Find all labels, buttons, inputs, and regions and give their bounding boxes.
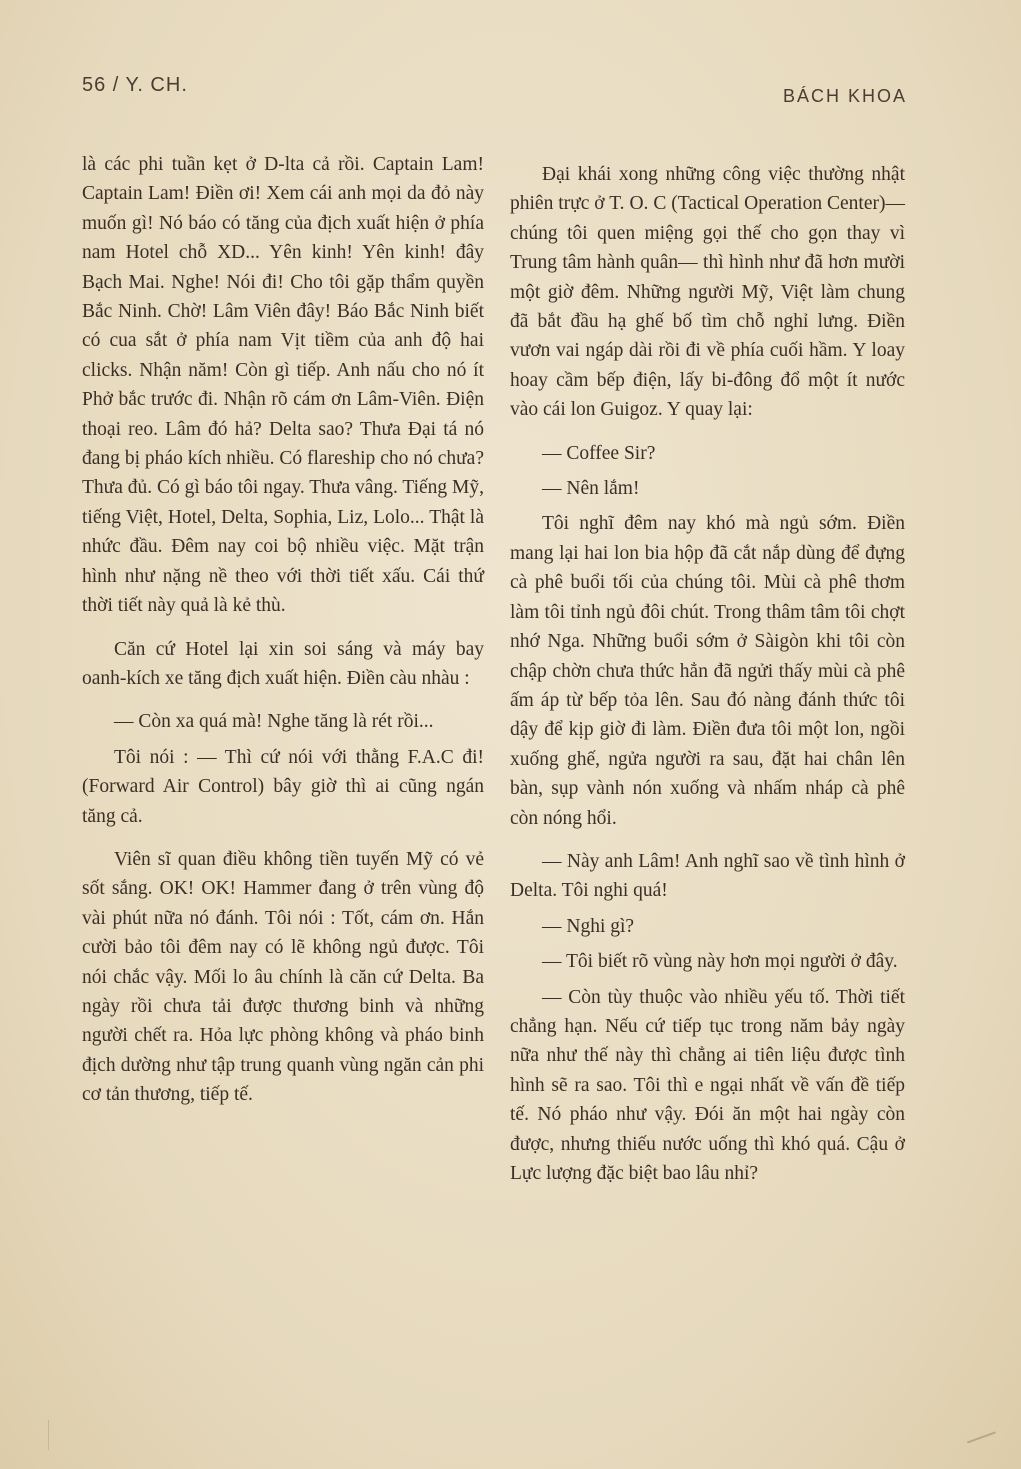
left-paragraph-2: Căn cứ Hotel lại xin soi sáng và máy bay oanh-kích xe tăng địch xuất hiện. Điền càu nhàu : [82, 638, 484, 689]
page-number-header: 56 / Y. CH. [82, 74, 188, 96]
right-paragraph-8: — Còn tùy thuộc vào nhiều yếu tố. Thời tiết chẳng hạn. Nếu cứ tiếp tục trong năm bảy ngày nữa như thế này thì chẳng ai tiên liệu được tình hình sẽ ra sao. Tôi thì e ngại nhất về vấn đề tiếp tế. Nó pháo như vậy. Đói ăn một hai ngày còn được, nhưng thiếu nước uống thì khó quá. Cậu ở Lực lượng đặc biệt bao lâu nhỉ? [510, 986, 905, 1184]
left-paragraph-1: là các phi tuần kẹt ở D-lta cả rồi. Captain Lam! Captain Lam! Điền ơi! Xem cái anh mọi da đỏ này muốn gì! Nó báo có tăng của địch xuất hiện ở phía nam Hotel chỗ XD... Yên kinh! Yên kinh! đây Bạch Mai. Nghe! Nói đi! Cho tôi gặp thẩm quyền Bắc Ninh. Chờ! Lâm Viên đây! Báo Bắc Ninh biết có cua sắt ở phía nam Vịt tiềm của anh độ hai clicks. Nhận năm! Còn gì tiếp. Anh nấu cho nó ít Phở bắc trước đi. Nhận rõ cám ơn Lâm-Viên. Điện thoại reo. Lâm đó hả? Delta sao? Thưa Đại tá nó đang bị pháo kích nhiều. Có flareship cho nó chưa? Thưa đủ. Có gì báo tôi ngay. Thưa vâng. Tiếng Mỹ, tiếng Việt, Hotel, Delta, Sophia, Liz, Lolo... Thật là nhức đầu. Đêm nay coi bộ nhiều việc. Mặt trận hình như nặng nề theo với thời tiết xấu. Cái thứ thời tiết này quả là kẻ thù. [82, 154, 484, 617]
left-paragraph-5: Viên sĩ quan điều không tiền tuyến Mỹ có vẻ sốt sắng. OK! OK! Hammer đang ở trên vùng độ vài phút nữa nó đánh. Tôi nói : Tốt, cám ơn. Hắn cười bảo tôi đêm nay có lẽ không ngủ được. Tôi nói chắc vậy. Mối lo âu chính là căn cứ Delta. Ba ngày rồi chưa tải được thương binh và những người chết ra. Hỏa lực phòng không và pháo binh địch dường như tập trung quanh vùng ngăn cản phi cơ tản thương, tiếp tế. [82, 848, 484, 1106]
right-paragraph-5: — Này anh Lâm! Anh nghĩ sao về tình hình ở Delta. Tôi nghi quá! [510, 850, 905, 902]
right-paragraph-1: Đại khái xong những công việc thường nhật phiên trực ở T. O. C (Tactical Operation Center)— chúng tôi quen miệng gọi thế cho gọn thay vì Trung tâm hành quân— thì hình như đã hơn mười một giờ đêm. Những người Mỹ, Việt làm chung đã bắt đầu hạ ghế bố tìm chỗ nghỉ lưng. Điền vươn vai ngáp dài rồi đi về phía cuối hầm. Y loay hoay cầm bếp điện, lấy bi-đông đổ một ít nước vào cái lon Guigoz. Y quay lại: [510, 164, 905, 421]
corner-pencil-mark [960, 1413, 996, 1444]
right-column [510, 160, 905, 1194]
left-column [82, 150, 484, 1124]
right-paragraph-4: Tôi nghĩ đêm nay khó mà ngủ sớm. Điền mang lại hai lon bia hộp đã cắt nắp dùng để đựng cà phê buổi tối của chúng tôi. Mùi cà phê thơm làm tôi tỉnh ngủ đôi chút. Trong thâm tâm tôi chợt nhớ Nga. Những buổi sớm ở Sàigòn khi tôi còn chập chờn chưa thức hẳn đã ngửi thấy mùi cà phê ấm áp từ bếp tỏa lên. Sau đó nàng đánh thức tôi dậy để kịp giờ đi làm. Điền đưa tôi một lon, ngồi xuống ghế, ngửa người ra sau, đặt hai chân lên bàn, sụp vành nón xuống và nhấm nháp cà phê còn nóng hổi. [510, 513, 905, 829]
magazine-title-header: BÁCH KHOA [782, 86, 907, 106]
left-paragraph-4: Tôi nói : — Thì cứ nói với thằng F.A.C đi! (Forward Air Control) bây giờ thì ai cũng ngán tăng cả. [82, 746, 484, 827]
right-paragraph-7: — Tôi biết rõ vùng này hơn mọi người ở đây. [542, 951, 898, 973]
right-paragraph-6: — Nghi gì? [542, 915, 635, 937]
right-paragraph-3: — Nên lắm! [542, 478, 640, 500]
left-paragraph-3: — Còn xa quá mà! Nghe tăng là rét rồi... [114, 711, 434, 733]
right-paragraph-2: — Coffee Sir? [542, 442, 656, 464]
page-edge-mark [48, 1420, 59, 1450]
